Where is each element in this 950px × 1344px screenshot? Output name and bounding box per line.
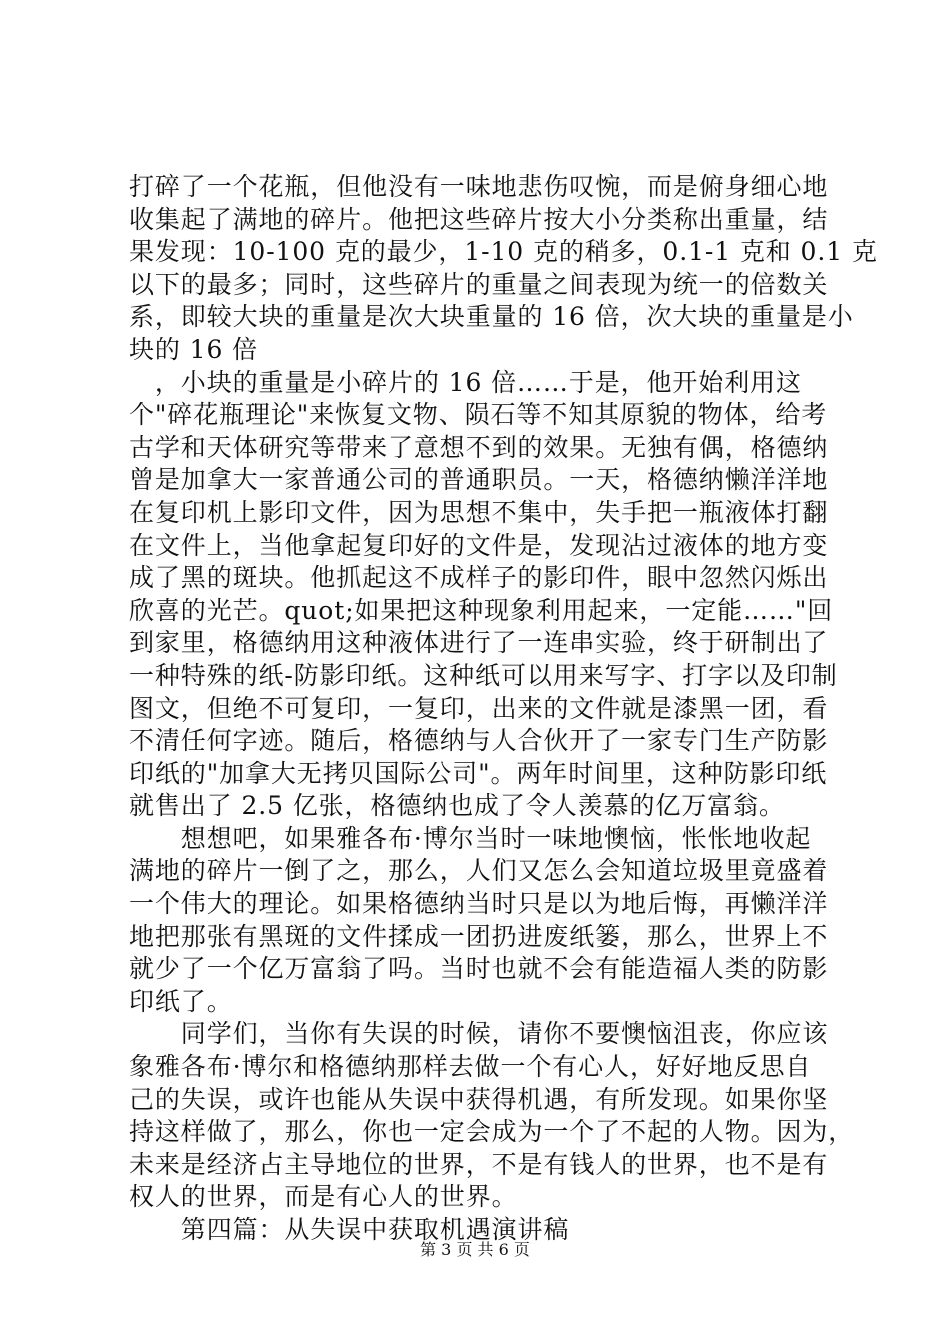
text-line: 在复印机上影印文件，因为思想不集中，失手把一瓶液体打翻 (129, 497, 829, 527)
page-footer: 第 3 页 共 6 页 (420, 1240, 530, 1259)
text-line: ，小块的重量是小碎片的 16 倍……于是，他开始利用这 (129, 367, 802, 397)
text-line: 收集起了满地的碎片。他把这些碎片按大小分类称出重量，结 (129, 204, 829, 234)
text-line: 以下的最多；同时，这些碎片的重量之间表现为统一的倍数关 (129, 269, 829, 299)
section-heading: 第四篇：从失误中获取机遇演讲稿 (129, 1215, 570, 1244)
text-line: 成了黑的斑块。他抓起这不成样子的影印件，眼中忽然闪烁出 (129, 563, 829, 593)
text-line: 一个伟大的理论。如果格德纳当时只是以为地后悔，再懒洋洋 (129, 889, 829, 919)
text-line: 个"碎花瓶理论"来恢复文物、陨石等不知其原貌的物体，给考 (129, 400, 828, 430)
text-line: 就少了一个亿万富翁了吗。当时也就不会有能造福人类的防影 (129, 954, 829, 984)
text-line: 印纸了。 (129, 986, 233, 1016)
text-line: 一种特殊的纸-防影印纸。这种纸可以用来写字、打字以及印制 (129, 660, 838, 690)
text-line: 想想吧，如果雅各布·博尔当时一味地懊恼，怅怅地收起 (129, 823, 812, 853)
text-line: 欣喜的光芒。quot;如果把这种现象利用起来，一定能……"回 (129, 595, 834, 625)
text-line: 持这样做了，那么，你也一定会成为一个了不起的人物。因为， (129, 1117, 855, 1147)
body-text (129, 171, 878, 1247)
text-line: 权人的世界，而是有心人的世界。 (129, 1182, 518, 1212)
text-line: 系，即较大块的重量是次大块重量的 16 倍，次大块的重量是小 (129, 302, 854, 332)
text-line: 打碎了一个花瓶，但他没有一味地悲伤叹惋，而是俯身细心地 (129, 172, 829, 201)
text-line: 图文，但绝不可复印，一复印，出来的文件就是漆黑一团，看 (129, 693, 829, 723)
text-line: 同学们，当你有失误的时候，请你不要懊恼沮丧，你应该 (129, 1019, 829, 1049)
text-line: 块的 16 倍 (129, 334, 259, 364)
text-line: 印纸的"加拿大无拷贝国际公司"。两年时间里，这种防影印纸 (129, 758, 828, 788)
text-line: 曾是加拿大一家普通公司的普通职员。一天，格德纳懒洋洋地 (129, 465, 829, 495)
text-line: 满地的碎片一倒了之，那么，人们又怎么会知道垃圾里竟盛着 (129, 856, 829, 886)
text-line: 在文件上，当他拿起复印好的文件是，发现沾过液体的地方变 (129, 530, 829, 560)
text-line: 地把那张有黑斑的文件揉成一团扔进废纸篓，那么，世界上不 (129, 921, 829, 951)
text-line: 到家里，格德纳用这种液体进行了一连串实验，终于研制出了 (129, 628, 829, 658)
text-line: 就售出了 2.5 亿张，格德纳也成了令人羡慕的亿万富翁。 (129, 791, 785, 821)
text-line: 象雅各布·博尔和格德纳那样去做一个有心人，好好地反思自 (129, 1052, 812, 1082)
text-line: 未来是经济占主导地位的世界，不是有钱人的世界，也不是有 (129, 1149, 829, 1179)
text-line: 果发现：10-100 克的最少，1-10 克的稍多，0.1-1 克和 0.1 克 (129, 237, 878, 267)
text-line: 古学和天体研究等带来了意想不到的效果。无独有偶，格德纳 (129, 432, 829, 462)
text-line: 己的失误，或许也能从失误中获得机遇，有所发现。如果你坚 (129, 1084, 829, 1114)
text-line: 不清任何字迹。随后，格德纳与人合伙开了一家专门生产防影 (129, 726, 829, 756)
